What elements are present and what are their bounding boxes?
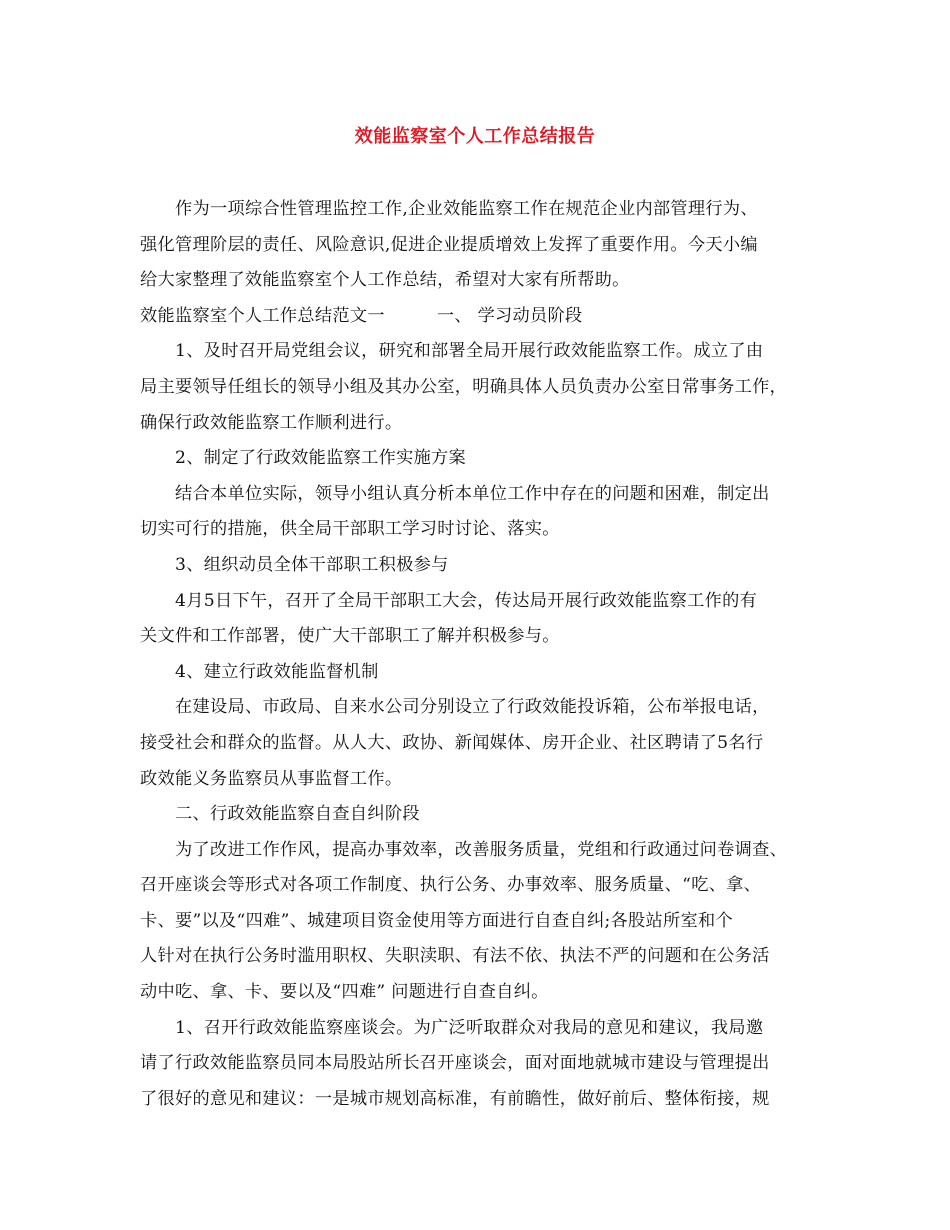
body-line-text: 强化管理阶层的责任、风险意识,促进企业提质增效上发挥了重要作用。今天小编 bbox=[140, 234, 758, 255]
body-line-text: 接受社会和群众的监督。从人大、政协、新闻媒体、房开企业、社区聘请了5名行 bbox=[140, 732, 764, 753]
body-line-text: 作为一项综合性管理监控工作,企业效能监察工作在规范企业内部管理行为、 bbox=[175, 199, 758, 219]
body-line-text: 请了行政效能监察员同本局股站所长召开座谈会，面对面地就城市建设与管理提出 bbox=[140, 1053, 770, 1074]
body-line-text: 卡、要”以及“四难”、城建项目资金使用等方面进行自查自纠;各股站所室和个 bbox=[140, 910, 733, 931]
body-line-text: 切实可行的措施，供全局干部职工学习时讨论、落实。 bbox=[140, 519, 560, 540]
body-line-text: 2、制定了行政效能监察工作实施方案 bbox=[175, 448, 467, 469]
body-line-text: 局主要领导任组长的领导小组及其办公室，明确具体人员负责办公室日常事务工作， bbox=[140, 376, 788, 397]
body-line bbox=[140, 690, 825, 726]
body-line-text: 3、组织动员全体干部职工积极参与 bbox=[175, 554, 449, 575]
body-line-text: 了很好的意见和建议：一是城市规划高标准，有前瞻性，做好前后、整体衔接，规 bbox=[140, 1088, 770, 1109]
document-body bbox=[140, 192, 825, 1117]
body-line bbox=[140, 548, 825, 584]
body-line bbox=[140, 477, 825, 513]
body-line bbox=[140, 299, 825, 335]
body-line-text: 确保行政效能监察工作顺利进行。 bbox=[140, 412, 403, 433]
body-line-text: 人针对在执行公务时滥用职权、失职渎职、有法不依、执法不严的问题和在公务活 bbox=[140, 946, 770, 967]
document-title: 效能监察室个人工作总结报告 bbox=[354, 126, 596, 147]
body-line bbox=[140, 1082, 825, 1118]
body-line bbox=[140, 939, 825, 975]
body-line bbox=[140, 370, 825, 406]
body-line bbox=[140, 263, 825, 299]
body-line-text: 在建设局、市政局、自来水公司分别设立了行政效能投诉箱，公布举报电话， bbox=[175, 697, 770, 718]
body-line bbox=[140, 406, 825, 442]
body-line bbox=[140, 726, 825, 762]
body-line-text: 效能监察室个人工作总结范文一 bbox=[140, 305, 385, 326]
body-line-text: 1、召开行政效能监察座谈会。为广泛听取群众对我局的意见和建议，我局邀 bbox=[175, 1017, 764, 1038]
body-line bbox=[140, 228, 825, 264]
body-line-text: 政效能义务监察员从事监督工作。 bbox=[140, 768, 403, 789]
body-line bbox=[140, 833, 825, 869]
body-line bbox=[140, 441, 825, 477]
body-line-text: 4、建立行政效能监督机制 bbox=[175, 661, 379, 682]
body-line bbox=[140, 1046, 825, 1082]
body-line-text: 动中吃、拿、卡、要以及“四难” 问题进行自查自纠。 bbox=[140, 982, 549, 1003]
body-line bbox=[140, 619, 825, 655]
body-line-text: 为了改进工作作风，提高办事效率，改善服务质量，党组和行政通过问卷调查、 bbox=[175, 839, 788, 860]
body-line-text: 1、及时召开局党组会议，研究和部署全局开展行政效能监察工作。成立了由 bbox=[175, 341, 764, 362]
body-line bbox=[140, 904, 825, 940]
body-line bbox=[140, 975, 825, 1011]
body-line bbox=[140, 334, 825, 370]
body-line-text: 给大家整理了效能监察室个人工作总结，希望对大家有所帮助。 bbox=[140, 270, 630, 291]
section-heading-inline: 一、 学习动员阶段 bbox=[436, 305, 583, 326]
body-line bbox=[140, 797, 825, 833]
body-line-text: 关文件和工作部署，使广大干部职工了解并积极参与。 bbox=[140, 626, 560, 647]
body-line bbox=[140, 512, 825, 548]
body-line-text: 召开座谈会等形式对各项工作制度、执行公务、办事效率、服务质量、“吃、拿、 bbox=[140, 875, 762, 896]
body-line-text: 结合本单位实际，领导小组认真分析本单位工作中存在的问题和困难，制定出 bbox=[175, 483, 770, 504]
body-line-text: 二、行政效能监察自查自纠阶段 bbox=[175, 804, 420, 825]
body-line bbox=[140, 762, 825, 798]
body-line bbox=[140, 868, 825, 904]
body-line bbox=[140, 192, 825, 228]
body-line-text: 4月5日下午，召开了全局干部职工大会，传达局开展行政效能监察工作的有 bbox=[175, 590, 758, 611]
body-line bbox=[140, 584, 825, 620]
body-line bbox=[140, 1011, 825, 1047]
body-line bbox=[140, 655, 825, 691]
